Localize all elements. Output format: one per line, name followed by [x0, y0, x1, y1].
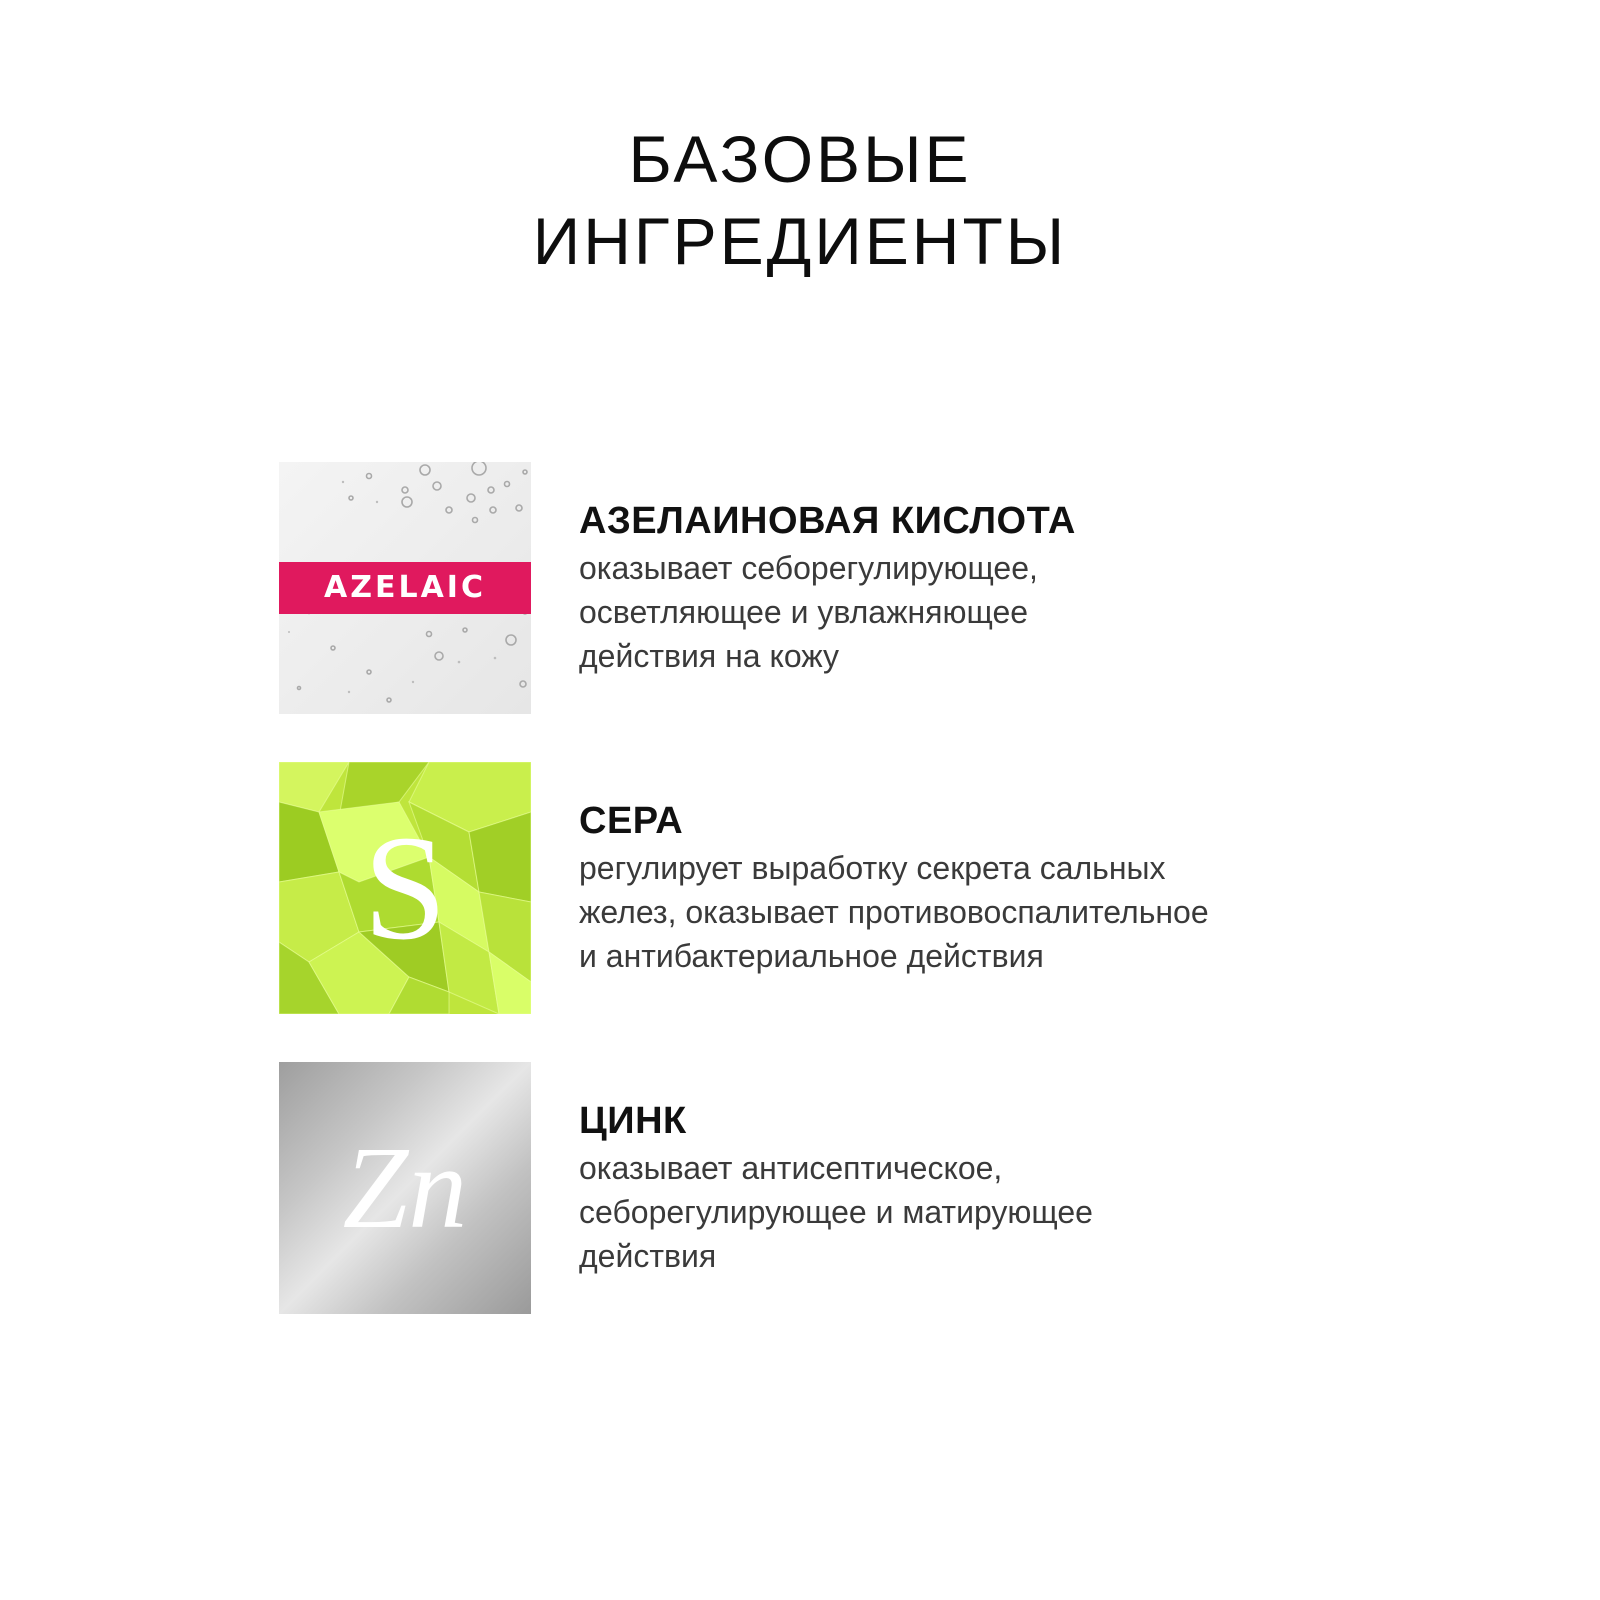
zinc-text	[579, 1098, 1339, 1278]
description-line: оказывает антисептическое,	[579, 1150, 1003, 1186]
azelaic-tile-label: AZELAIC	[324, 570, 486, 605]
ingredient-description	[579, 546, 1339, 678]
sulfur-text	[579, 798, 1339, 978]
ingredient-description	[579, 846, 1339, 978]
zinc-tile-image	[279, 1062, 531, 1314]
description-line: действия	[579, 1238, 717, 1274]
description-line: себорегулирующее и матирующее	[579, 1194, 1093, 1230]
azelaic-text	[579, 498, 1339, 678]
ingredient-name: СЕРА	[579, 800, 684, 842]
ingredient-azelaic	[279, 462, 1339, 714]
page-title-line-1: БАЗОВЫЕ	[628, 122, 972, 196]
page-title	[0, 118, 1600, 282]
description-line: регулирует выработку секрета сальных	[579, 850, 1166, 886]
ingredient-name: АЗЕЛАИНОВАЯ КИСЛОТА	[579, 500, 1076, 542]
sulfur-symbol: S	[363, 805, 447, 971]
ingredient-name: ЦИНК	[579, 1100, 687, 1142]
sulfur-tile-image	[279, 762, 531, 1014]
ingredient-description	[579, 1146, 1339, 1278]
page-title-line-2: ИНГРЕДИЕНТЫ	[532, 204, 1068, 278]
ingredient-sulfur	[279, 762, 1339, 1014]
description-line: желез, оказывает противовоспалительное	[579, 894, 1209, 930]
azelaic-tile-image	[279, 462, 531, 714]
ingredient-zinc	[279, 1062, 1339, 1314]
description-line: и антибактериальное действия	[579, 938, 1044, 974]
zinc-symbol: Zn	[342, 1122, 468, 1253]
description-line: действия на кожу	[579, 638, 840, 674]
description-line: оказывает себорегулирующее,	[579, 550, 1038, 586]
description-line: осветляющее и увлажняющее	[579, 594, 1029, 630]
